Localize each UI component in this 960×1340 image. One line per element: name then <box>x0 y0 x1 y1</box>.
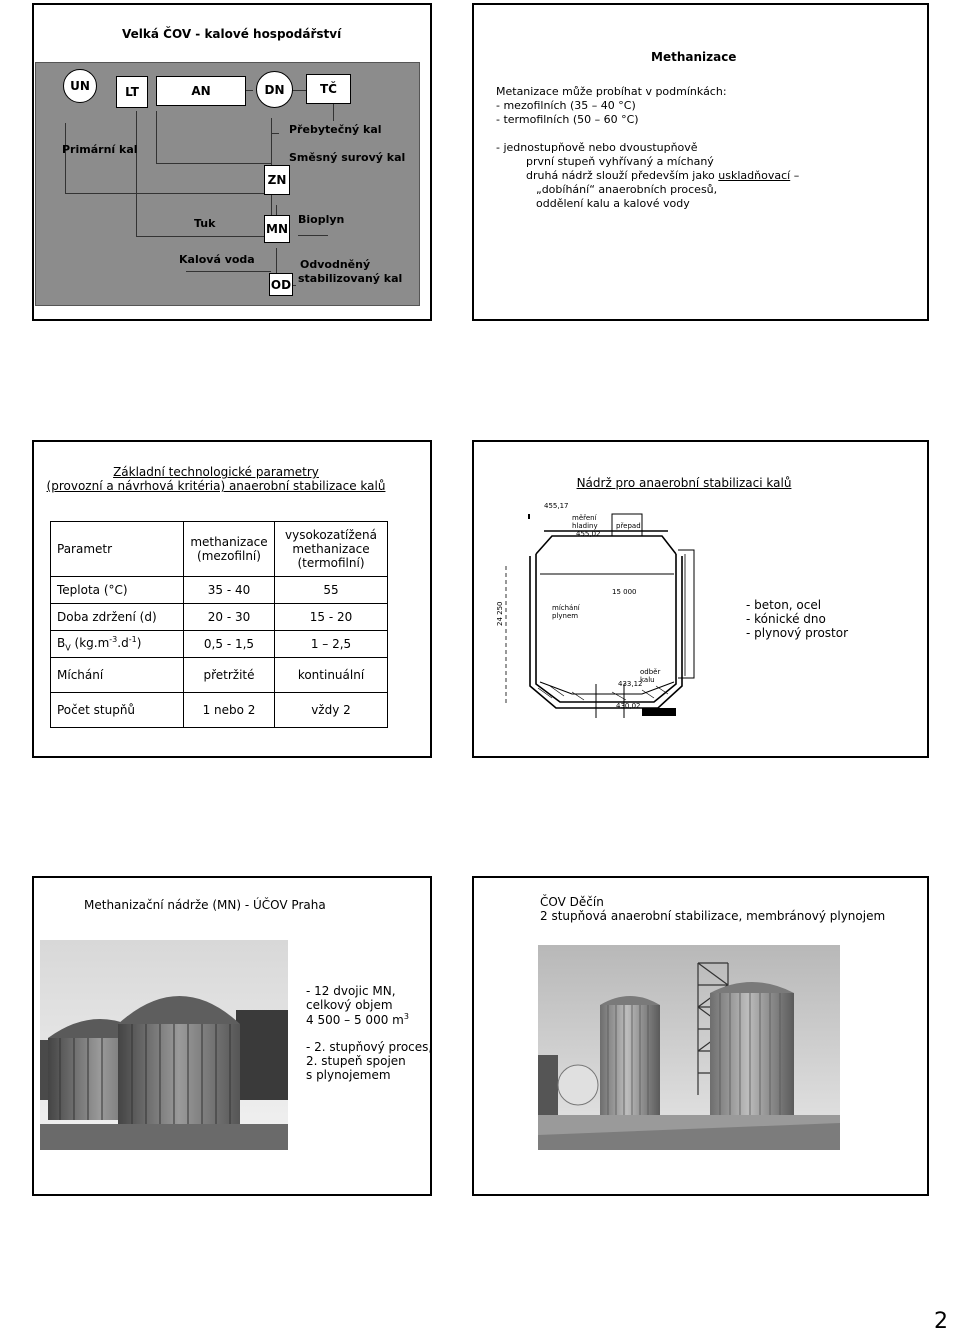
drawing-label-bottom2: 430,02 <box>616 702 641 710</box>
table-cell: 35 - 40 <box>184 577 275 604</box>
praha-digesters-photo <box>40 940 288 1150</box>
volume-superscript: 3 <box>403 1012 409 1021</box>
node-tc: TČ <box>306 74 351 104</box>
node-od: OD <box>269 273 293 296</box>
table-cell: 1 – 2,5 <box>275 631 388 658</box>
drawing-label-mereni: měření <box>572 514 597 522</box>
drawing-label-michani: míchání <box>552 604 580 612</box>
param-text: .d <box>117 636 129 651</box>
node-un: UN <box>63 69 97 103</box>
table-row <box>51 693 388 728</box>
table-cell: 55 <box>275 577 388 604</box>
table-header-cell <box>275 522 388 577</box>
header-text: methanizace <box>292 542 370 556</box>
text-line <box>306 1012 409 1027</box>
bullet: - kónické dno <box>746 612 826 626</box>
table-row <box>51 577 388 604</box>
bullet: - beton, ocel <box>746 598 822 612</box>
drawing-label-level: 15 000 <box>612 588 637 596</box>
bullet: - plynový prostor <box>746 626 849 640</box>
table-header-cell: Parametr <box>51 522 184 577</box>
drawing-label-kalu: kalu <box>640 676 655 684</box>
header-text: vysokozatížená <box>285 528 377 542</box>
drawing-label-mereni-level: 455,02 <box>576 530 601 538</box>
slide2-title: Methanizace <box>651 50 737 64</box>
slide-methanizace <box>472 3 929 321</box>
drawing-label-hladiny: hladiny <box>572 522 598 530</box>
table-cell: 15 - 20 <box>275 604 388 631</box>
table-cell <box>51 631 184 658</box>
label-stabilizovany: stabilizovaný kal <box>298 272 403 285</box>
header-text: methanizace <box>190 535 268 549</box>
node-mn: MN <box>264 215 290 243</box>
volume-text: 4 500 – 5 000 m <box>306 1013 404 1027</box>
text-line: - 12 dvojic MN, <box>306 984 396 998</box>
text-fragment: – <box>793 169 800 182</box>
decin-digesters-photo <box>538 945 840 1150</box>
drawing-label-plynem: plynem <box>552 612 579 620</box>
param-text: B <box>57 636 66 651</box>
table-row <box>51 631 388 658</box>
label-odvodneny: Odvodněný <box>300 258 371 271</box>
label-kalova-voda: Kalová voda <box>179 253 255 266</box>
text-fragment: druhá nádrž slouží především jako <box>526 169 715 182</box>
text-line <box>526 169 799 182</box>
text-line: celkový objem <box>306 998 393 1012</box>
param-superscript: -1 <box>128 635 137 645</box>
text-line: Metanizace může probíhat v podmínkách: <box>496 85 727 98</box>
slide6-title-line2: 2 stupňová anaerobní stabilizace, membránový plynojem <box>540 909 886 923</box>
node-zn: ZN <box>264 165 290 195</box>
text-line: „dobíhání“ anaerobních procesů, <box>536 183 718 196</box>
param-superscript: -3 <box>109 635 118 645</box>
param-subscript: V <box>65 643 71 653</box>
drawing-label-prepad: přepad <box>616 522 641 530</box>
label-prebytecny-kal: Přebytečný kal <box>289 123 382 136</box>
sludge-flow-diagram <box>35 62 420 306</box>
table-cell: vždy 2 <box>275 693 388 728</box>
slide1-title: Velká ČOV - kalové hospodářství <box>122 27 342 41</box>
node-lt: LT <box>116 76 148 108</box>
header-text: (mezofilní) <box>197 549 261 563</box>
slide5-title: Methanizační nádrže (MN) - ÚČOV Praha <box>84 898 326 912</box>
table-cell: 0,5 - 1,5 <box>184 631 275 658</box>
table-row <box>51 658 388 693</box>
table-cell: 20 - 30 <box>184 604 275 631</box>
text-fragment-underlined: uskladňovací <box>718 169 791 182</box>
drawing-label-odber: odběr <box>640 668 661 676</box>
drawing-label-top: 455,17 <box>544 502 569 510</box>
label-smesny-kal: Směsný surový kal <box>289 151 406 164</box>
table-cell: kontinuální <box>275 658 388 693</box>
table-header-row <box>51 522 388 577</box>
table-cell: Doba zdržení (d) <box>51 604 184 631</box>
table-row <box>51 604 388 631</box>
digester-cross-section-drawing <box>492 496 707 726</box>
page-number: 2 <box>934 1309 948 1334</box>
node-dn: DN <box>256 71 293 108</box>
text-line: - jednostupňově nebo dvoustupňově <box>496 141 698 154</box>
param-text: (kg.m <box>70 636 110 651</box>
label-tuk: Tuk <box>194 217 216 230</box>
label-bioplyn: Bioplyn <box>298 213 345 226</box>
slide6-title-line1: ČOV Děčín <box>540 895 604 909</box>
table-cell: Počet stupňů <box>51 693 184 728</box>
text-line: 2. stupeň spojen <box>306 1054 406 1068</box>
label-primarni-kal: Primární kal <box>62 143 138 156</box>
node-an: AN <box>156 76 246 106</box>
parameters-table <box>50 521 388 728</box>
text-line: - mezofilních (35 – 40 °C) <box>496 99 636 112</box>
table-cell: přetržité <box>184 658 275 693</box>
param-text: ) <box>136 636 142 651</box>
text-line: s plynojemem <box>306 1068 391 1082</box>
table-cell: 1 nebo 2 <box>184 693 275 728</box>
slide4-title: Nádrž pro anaerobní stabilizaci kalů <box>576 476 792 490</box>
text-line: první stupeň vyhřívaný a míchaný <box>526 155 714 168</box>
slide3-title-line2: (provozní a návrhová kritéria) anaerobní stabilizace kalů <box>46 479 386 493</box>
text-line: - termofilních (50 – 60 °C) <box>496 113 639 126</box>
header-text: (termofilní) <box>297 556 365 570</box>
table-cell: Teplota (°C) <box>51 577 184 604</box>
text-line: - 2. stupňový proces, <box>306 1040 433 1054</box>
drawing-label-bottom1: 433,12 <box>618 680 643 688</box>
drawing-label-height: 24 250 <box>496 601 504 626</box>
text-line: oddělení kalu a kalové vody <box>536 197 690 210</box>
table-cell: Míchání <box>51 658 184 693</box>
slide3-title-line1: Základní technologické parametry <box>113 465 319 479</box>
table-header-cell <box>184 522 275 577</box>
